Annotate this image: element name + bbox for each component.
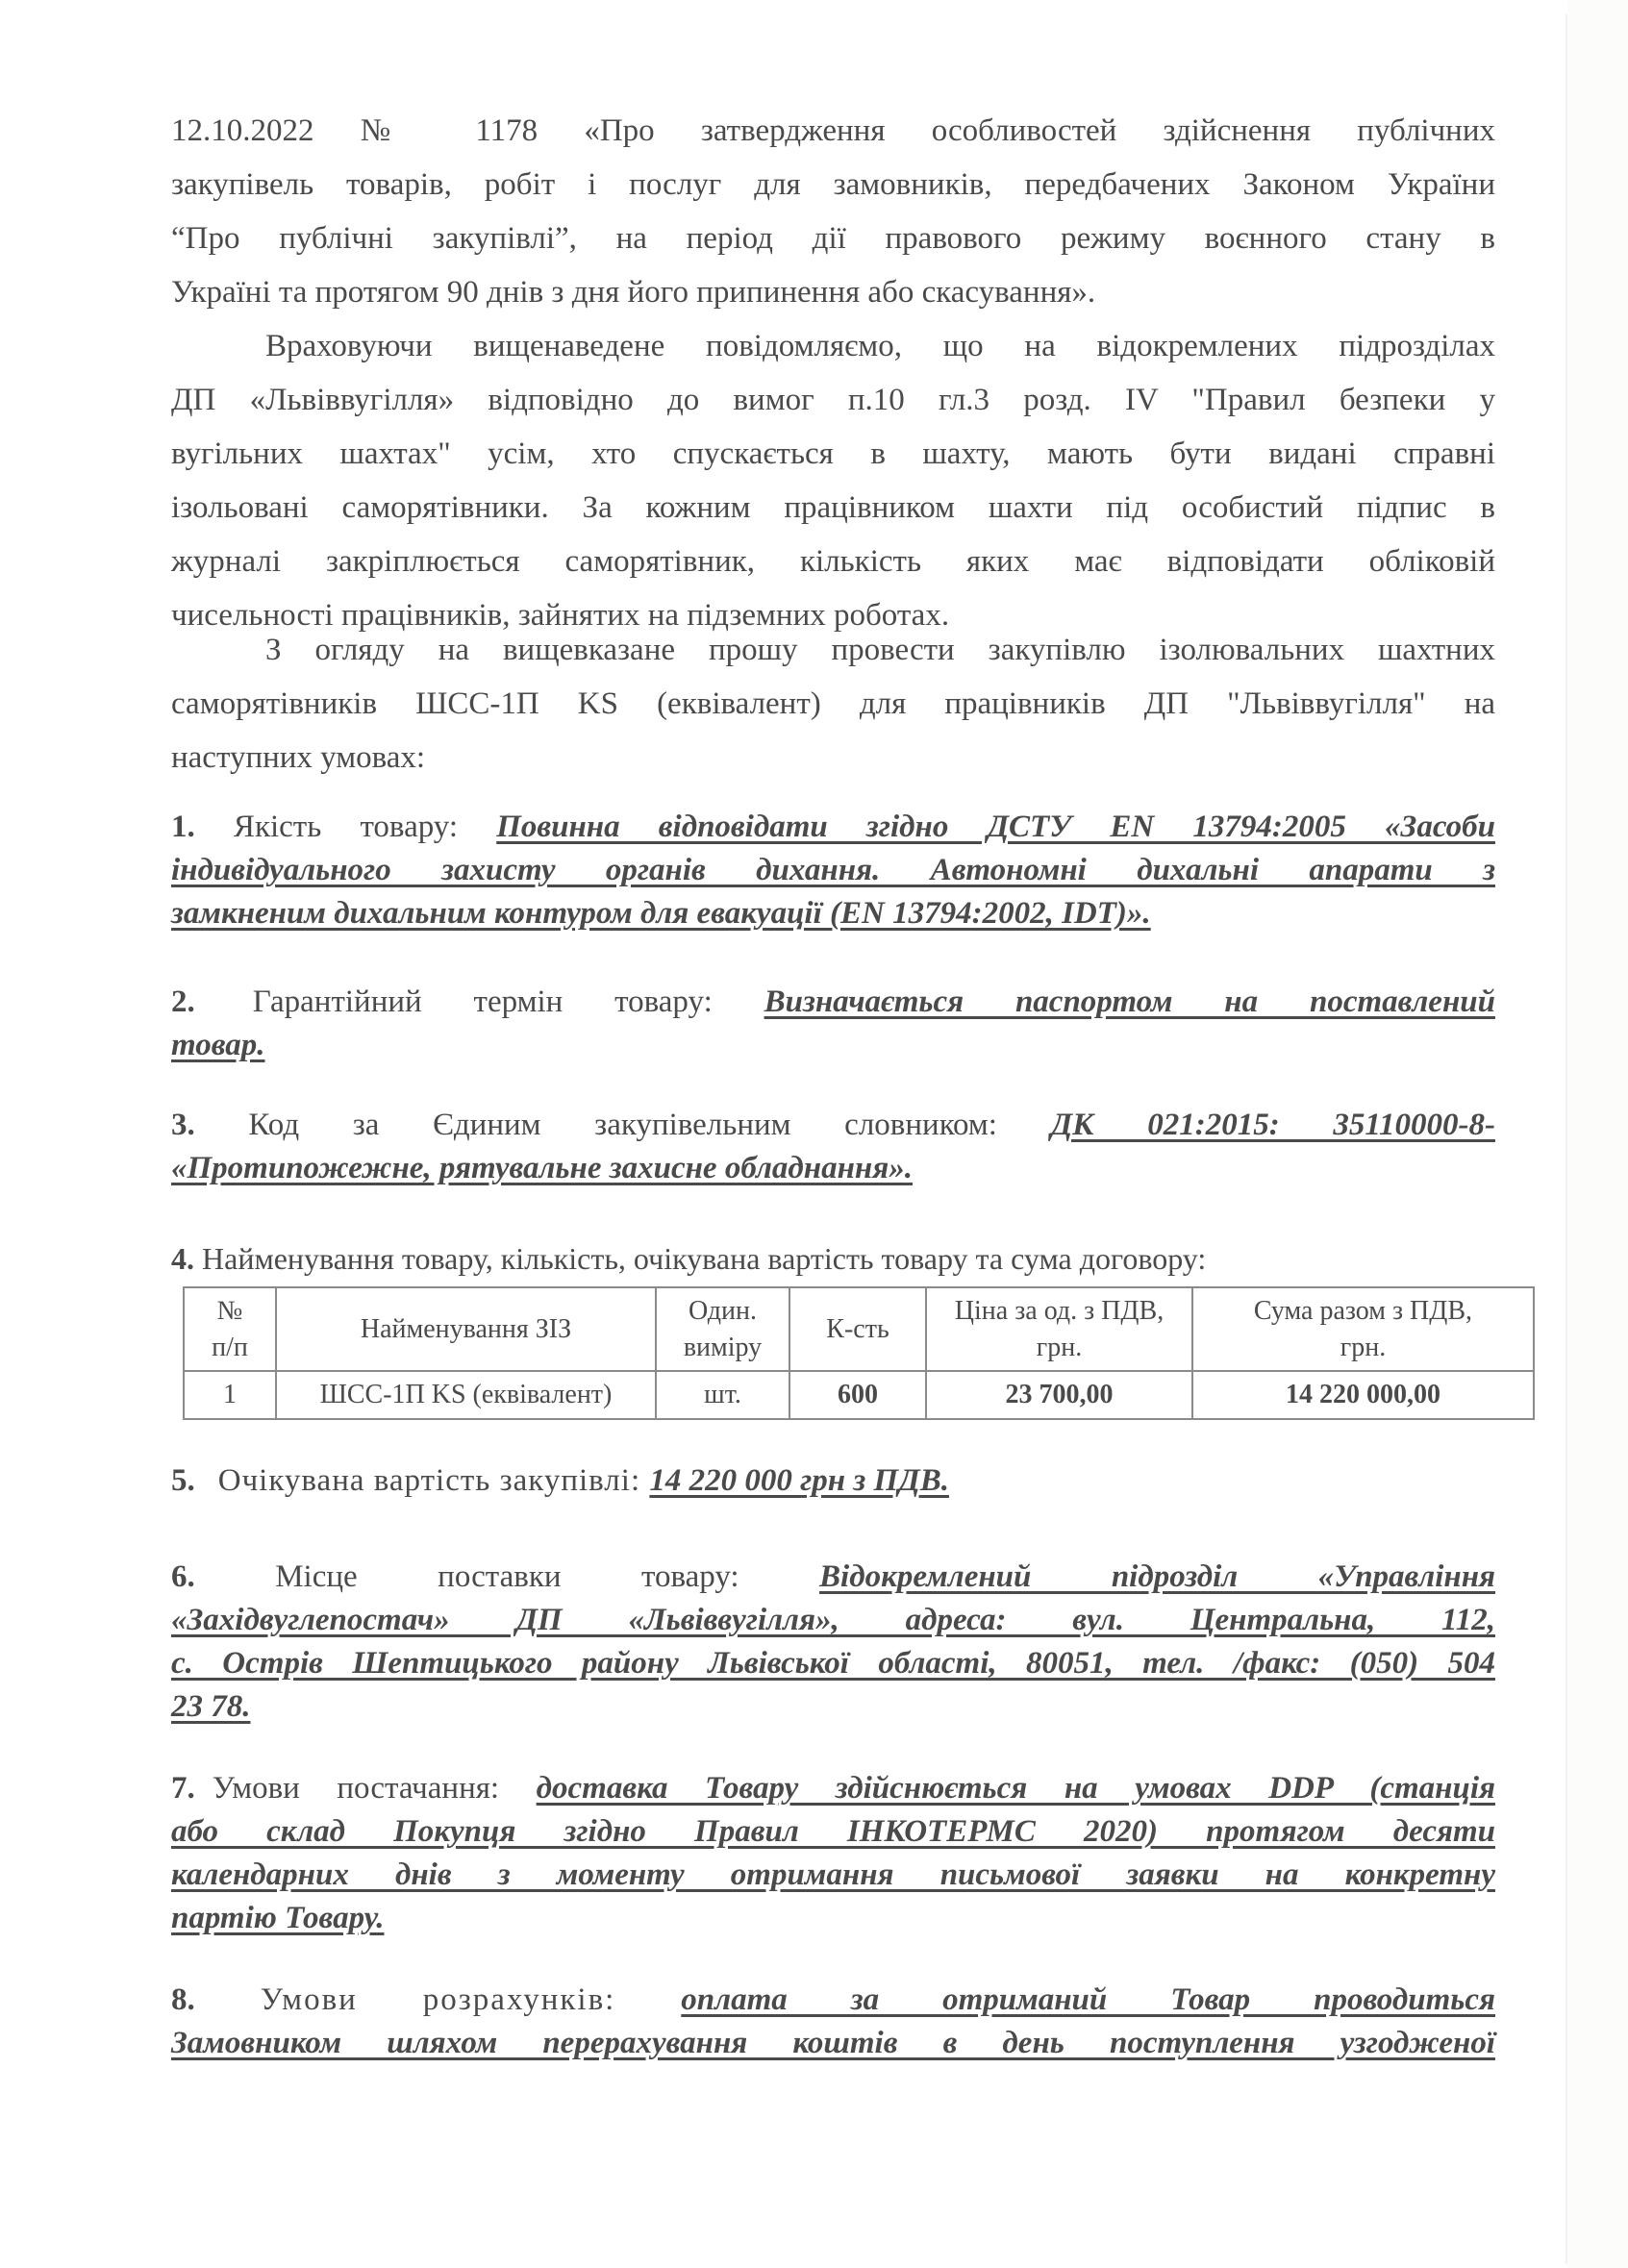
text-line: З огляду на вищевказане прошу провести закупівлю ізолювальних шахтних: [265, 633, 1495, 667]
item-label-word: товару:: [641, 1559, 739, 1594]
header-no: № п/п: [184, 1287, 276, 1371]
item-supply-terms: [171, 1767, 1495, 1940]
text-line: саморятівників ШСС-1П KS (еквівалент) для працівників ДП "Львіввугілля" на: [171, 686, 1495, 721]
header-name: Найменування ЗІЗ: [276, 1287, 656, 1371]
goods-table: [183, 1286, 1535, 1420]
text-line: Враховуючи вищенаведене повідомляємо, що на відокремлених підрозділах: [265, 329, 1495, 363]
header-qty: К-сть: [789, 1287, 926, 1371]
item-number: 5.: [171, 1463, 195, 1498]
text-line: 12.10.2022 № 1178 «Про затвердження особливостей здійснення публічних: [171, 113, 1495, 148]
intro-paragraph: [171, 104, 1495, 319]
text-line: вугільних шахтах" усім, хто спускається в шахту, мають бути видані справні: [171, 436, 1495, 471]
item-value: замкненим дихальним контуром для евакуації (EN 13794:2002, IDT)».: [171, 896, 1151, 931]
cell-qty: 600: [789, 1371, 926, 1419]
cell-no: 1: [184, 1371, 276, 1419]
item-number: 8.: [171, 1982, 195, 2017]
scan-edge-line: [1565, 14, 1567, 2264]
item-payment-terms: [171, 1979, 1495, 2065]
text-line: чисельності працівників, зайнятих на підземних роботах.: [171, 598, 950, 633]
text-line: журналі закріплюється саморятівник, кількість яких має відповідати обліковій: [171, 544, 1495, 579]
item-number: 2.: [171, 984, 195, 1019]
item-expected-cost: [171, 1459, 1495, 1503]
table-header-row: [184, 1287, 1534, 1371]
text-line: закупівель товарів, робіт і послуг для замовників, передбачених Законом України: [171, 167, 1495, 202]
item-number: 1.: [171, 810, 195, 844]
item-label-word: Місце: [275, 1559, 358, 1594]
cell-name: ШСС-1П KS (еквівалент): [276, 1371, 656, 1419]
item-value: Замовником шляхом перерахування коштів в день поступлення узгодженої: [171, 2026, 1495, 2060]
item-value: товар.: [171, 1028, 265, 1062]
item-number: 6.: [171, 1559, 195, 1594]
item-number: 4.: [171, 1241, 194, 1276]
item-value: Відокремлений підрозділ «Управління: [819, 1559, 1496, 1594]
request-paragraph: [171, 623, 1495, 785]
header-unit: Один. виміру: [656, 1287, 789, 1371]
text-line: ізольовані саморятівники. За кожним працівником шахти під особистий підпис в: [171, 490, 1495, 525]
item-value: партію Товару.: [171, 1901, 385, 1935]
text-line: “Про публічні закупівлі”, на період дії правового режиму воєнного стану в: [171, 221, 1495, 256]
item-label: Умови постачання:: [212, 1771, 537, 1806]
item-value: ДК 021:2015: 35110000-8-: [1050, 1108, 1495, 1142]
item-value: Повинна відповідати згідно ДСТУ EN 13794:2005 «Засоби: [496, 810, 1495, 844]
item-number: 7.: [171, 1771, 195, 1806]
item-number: 3.: [171, 1108, 195, 1142]
item-value: індивідуального захисту органів дихання. Автономні дихальні апарати з: [171, 853, 1495, 887]
item-value: доставка Товару здійснюється на умовах DDP (станція: [536, 1771, 1495, 1806]
item-quality: [171, 806, 1495, 935]
item-label: Код за Єдиним закупівельним словником:: [194, 1108, 1051, 1142]
item-value: «Західвуглепостач» ДП «Львіввугілля», адреса: вул. Центральна, 112,: [171, 1603, 1495, 1637]
cell-price: 23 700,00: [926, 1371, 1192, 1419]
item-value: або склад Покупця згідно Правил ІНКОТЕРМС 2020) протягом десяти: [171, 1814, 1495, 1849]
item-value: оплата за отриманий Товар проводиться: [681, 1982, 1495, 2017]
item-value: «Протипожежне, рятувальне захисне обладнання».: [171, 1151, 913, 1185]
item-goods-summary: [171, 1237, 1495, 1281]
table-row: [184, 1371, 1534, 1419]
item-label: Якість товару:: [194, 810, 497, 844]
text-line: Україні та протягом 90 днів з дня його припинення або скасування».: [171, 275, 1096, 310]
item-value: 23 78.: [171, 1689, 251, 1724]
item-label-word: поставки: [438, 1559, 562, 1594]
item-label: Умови розрахунків:: [194, 1982, 682, 2017]
item-value: с. Острів Шептицького району Львівської області, 80051, тел. /факс: (050) 504: [171, 1646, 1495, 1681]
item-cpv-code: [171, 1104, 1495, 1190]
scan-edge-band: [1567, 0, 1628, 2268]
item-label: Найменування товару, кількість, очікувана вартість товару та сума договору:: [194, 1241, 1207, 1276]
item-label: Очікувана вартість закупівлі:: [217, 1463, 650, 1498]
item-value: 14 220 000 грн з ПДВ.: [649, 1463, 949, 1498]
item-value: Визначається паспортом на поставлений: [764, 984, 1495, 1019]
cell-sum: 14 220 000,00: [1192, 1371, 1534, 1419]
item-delivery-place: [171, 1556, 1495, 1729]
header-sum: Сума разом з ПДВ, грн.: [1192, 1287, 1534, 1371]
notice-paragraph: [171, 319, 1495, 642]
item-value: календарних днів з моменту отримання письмової заявки на конкретну: [171, 1857, 1495, 1892]
text-line: ДП «Львіввугілля» відповідно до вимог п.10 гл.3 розд. IV "Правил безпеки у: [171, 383, 1495, 417]
cell-unit: шт.: [656, 1371, 789, 1419]
item-warranty: [171, 981, 1495, 1067]
item-label: Гарантійний термін товару:: [252, 984, 764, 1019]
text-line: наступних умовах:: [171, 740, 426, 775]
header-price: Ціна за од. з ПДВ, грн.: [926, 1287, 1192, 1371]
